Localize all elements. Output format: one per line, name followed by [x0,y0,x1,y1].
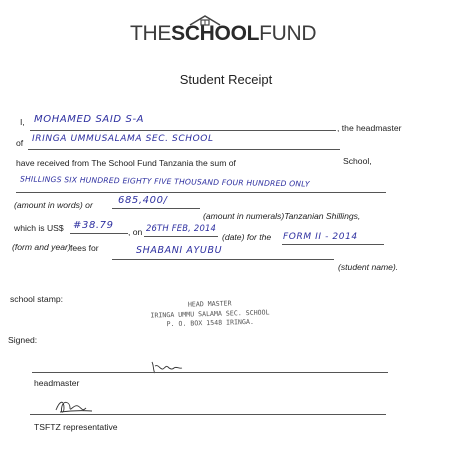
label-which-is-usd: which is US$ [14,223,64,233]
logo-the: THE [130,22,172,45]
stamp-line-2: IRINGA UMMU SALAMA SEC. SCHOOL [150,307,270,320]
stamp-line-1: HEAD MASTER [187,299,232,309]
usd-line [70,233,128,234]
label-school: School, [343,156,372,166]
date-line [144,236,218,237]
date-value: 26TH FEB, 2014 [146,223,217,233]
tsftz-signature-line [30,414,386,415]
headmaster-name-value: MOHAMED SAID S-A [34,114,145,125]
label-fees-for: fees for [70,243,99,253]
headmaster-signature [150,358,190,376]
amount-words-value: SHILLINGS SIX HUNDRED EIGHTY FIVE THOUSAND FOUR HUNDRED ONLY [19,174,310,189]
school-name-value: IRINGA UMMUSALAMA SEC. SCHOOL [32,134,214,144]
label-date-for: (date) for the [222,232,272,242]
label-amount-numerals: (amount in numerals)Tanzanian Shillings, [203,211,361,221]
form-year-line [282,244,384,245]
label-school-stamp: school stamp: [10,294,64,304]
label-form-year: (form and year) [12,242,71,252]
receipt-title: Student Receipt [179,72,273,87]
student-name-value: SHABANI AYUBU [136,245,223,256]
logo-school: SCHOOL [171,22,260,45]
label-amount-words: (amount in words) or [14,200,93,210]
school-stamp [115,298,306,331]
amount-words-line [16,192,386,193]
label-signed: Signed: [8,335,38,345]
headmaster-name-line [30,130,336,131]
label-i: I, [20,117,25,127]
school-name-line [28,149,340,150]
label-the-headmaster: , the headmaster [337,123,402,133]
usd-value: #38.79 [73,220,114,231]
label-on: , on [128,227,143,237]
headmaster-signature-line [32,372,388,373]
label-of: of [16,138,24,148]
label-student-name: (student name). [338,262,399,272]
label-received-from: have received from The School Fund Tanzania the sum of [16,158,236,168]
label-tsftz-representative: TSFTZ representative [34,422,118,432]
stamp-line-3: P. O. BOX 1548 IRINGA. [166,317,254,329]
amount-numerals-line [112,208,200,209]
student-name-line [112,259,334,260]
form-year-value: FORM II - 2014 [283,232,358,242]
amount-numerals-value: 685,400/ [118,195,168,206]
logo-fund: FUND [259,22,317,45]
label-headmaster: headmaster [34,378,80,388]
